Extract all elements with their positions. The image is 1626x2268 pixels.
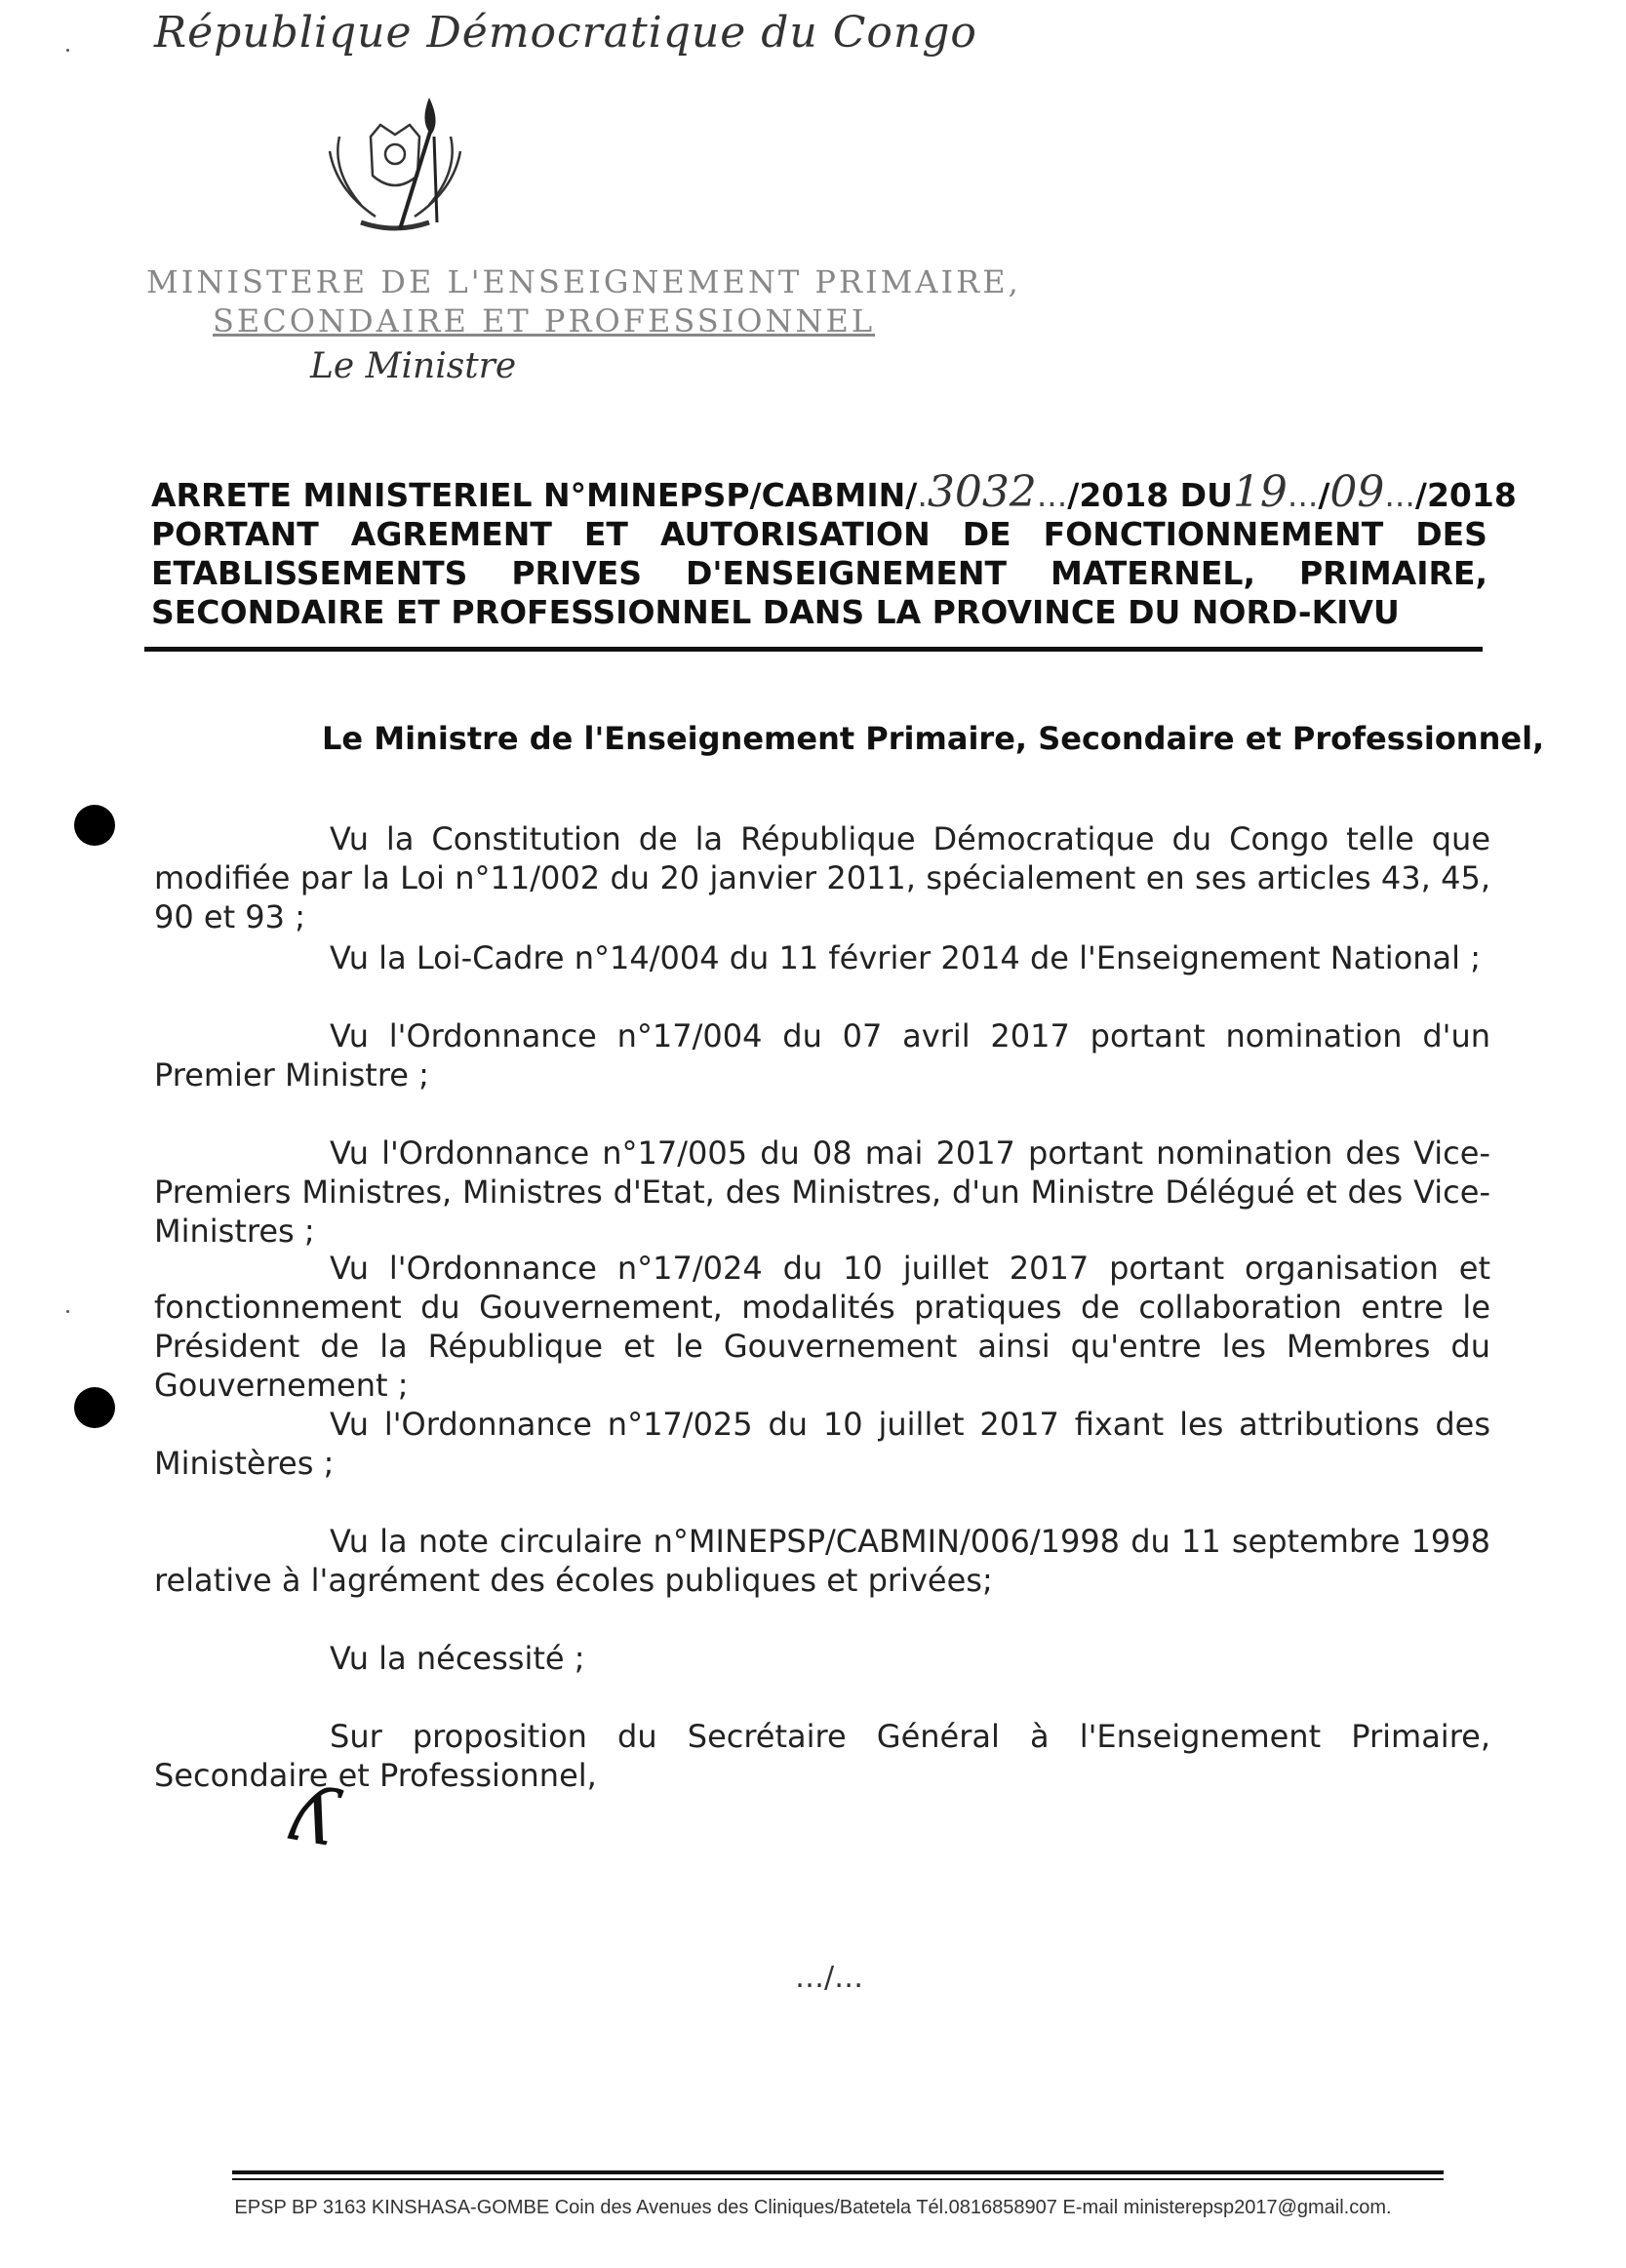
title-word: PRIMAIRE,	[1298, 554, 1487, 592]
decree-title-line4	[151, 593, 1487, 632]
decree-day-dots: ...	[1287, 476, 1319, 514]
minister-title: Le Ministre de l'Enseignement Primaire, Secondaire et Professionnel,	[322, 720, 1545, 757]
title-word: PRIVES	[511, 554, 643, 592]
scan-speck	[66, 49, 69, 52]
decree-month-handwritten: 09	[1329, 467, 1385, 517]
title-word: DES	[1415, 515, 1487, 553]
coat-of-arms-icon	[322, 98, 468, 234]
consideration-ordonnance-gouvernement: Vu l'Ordonnance n°17/024 du 10 juillet 2017 portant organisation et fonctionnement du Gouvernement, modalités pratiques de collaboration entre le Président de la République et le Gouvernement ainsi qu'entre les Membres du Gouvernement ;	[154, 1250, 1490, 1404]
decree-day-handwritten: 19	[1232, 467, 1288, 517]
scan-speck	[66, 1310, 69, 1313]
decree-title	[151, 467, 1517, 632]
title-word: ETABLISSEMENTS	[151, 554, 468, 592]
decree-number-handwritten: 3032	[927, 467, 1037, 517]
footer-contact: EPSP BP 3163 KINSHASA-GOMBE Coin des Avenues des Cliniques/Batetela Tél.0816858907 E-mail ministerepsp2017@gmail.com.	[234, 2197, 1392, 2218]
consideration-ordonnance-attributions: Vu l'Ordonnance n°17/025 du 10 juillet 2017 fixant les attributions des Ministères ;	[154, 1406, 1490, 1482]
title-word: DE	[962, 515, 1011, 553]
consideration-loi-cadre: Vu la Loi-Cadre n°14/004 du 11 février 2014 de l'Enseignement National ;	[330, 939, 1481, 976]
punch-hole-mark	[74, 1387, 115, 1428]
consideration-ordonnance-premier-ministre: Vu l'Ordonnance n°17/004 du 07 avril 2017 portant nomination d'un Premier Ministre ;	[154, 1017, 1490, 1094]
title-word: ET	[583, 515, 628, 553]
title-word: FONCTIONNEMENT	[1043, 515, 1384, 553]
ministry-name-line2: SECONDAIRE ET PROFESSIONNEL	[213, 302, 876, 339]
decree-number-dots-after: ...	[1036, 476, 1068, 514]
handwritten-initial: ʎ	[285, 1767, 344, 1865]
footer-rule-thin	[232, 2178, 1444, 2180]
title-underline	[144, 647, 1483, 652]
consideration-note-circulaire: Vu la note circulaire n°MINEPSP/CABMIN/006/1998 du 11 septembre 1998 relative à l'agrément des écoles publiques et privées;	[154, 1523, 1490, 1599]
signatory-title: Le Ministre	[310, 346, 517, 386]
decree-prefix: ARRETE MINISTERIEL N°MINEPSP/CABMIN/	[151, 476, 918, 514]
decree-month-dots: ...	[1384, 476, 1415, 514]
decree-year-1: /2018 DU	[1067, 476, 1233, 514]
consideration-ordonnance-ministres: Vu l'Ordonnance n°17/005 du 08 mai 2017 portant nomination des Vice-Premiers Ministres, Ministres d'Etat, des Ministres, d'un Ministre Délégué et des Vice-Ministres ;	[154, 1134, 1490, 1250]
decree-year-2: /2018	[1414, 476, 1517, 514]
title-line4-text: SECONDAIRE ET PROFESSIONNEL DANS LA PROVINCE DU NORD-KIVU	[151, 593, 1400, 631]
consideration-constitution: Vu la Constitution de la République Démocratique du Congo telle que modifiée par la Loi n°11/002 du 20 janvier 2011, spécialement en ses articles 43, 45, 90 et 93 ;	[154, 820, 1490, 935]
consideration-necessite: Vu la nécessité ;	[330, 1640, 585, 1677]
decree-title-line1	[151, 467, 1517, 517]
ministry-name-line1: MINISTERE DE L'ENSEIGNEMENT PRIMAIRE,	[146, 263, 1021, 300]
decree-number-dots: .	[917, 476, 928, 514]
continued-marker: …/…	[795, 1961, 864, 1995]
title-word: PORTANT	[151, 515, 319, 553]
punch-hole-mark	[74, 805, 115, 846]
letterhead-country: République Démocratique du Congo	[154, 8, 977, 58]
decree-number-line	[151, 467, 1517, 517]
decree-slash: /	[1318, 476, 1330, 514]
title-word: MATERNEL,	[1050, 554, 1255, 592]
decree-title-line3	[151, 554, 1487, 593]
title-word: D'ENSEIGNEMENT	[686, 554, 1008, 592]
title-word: AUTORISATION	[659, 515, 931, 553]
decree-title-line2	[151, 515, 1487, 554]
footer-rule	[232, 2170, 1444, 2174]
consideration-proposition: Sur proposition du Secrétaire Général à l'Enseignement Primaire, Secondaire et Professionnel,	[154, 1718, 1490, 1794]
title-word: AGREMENT	[350, 515, 552, 553]
